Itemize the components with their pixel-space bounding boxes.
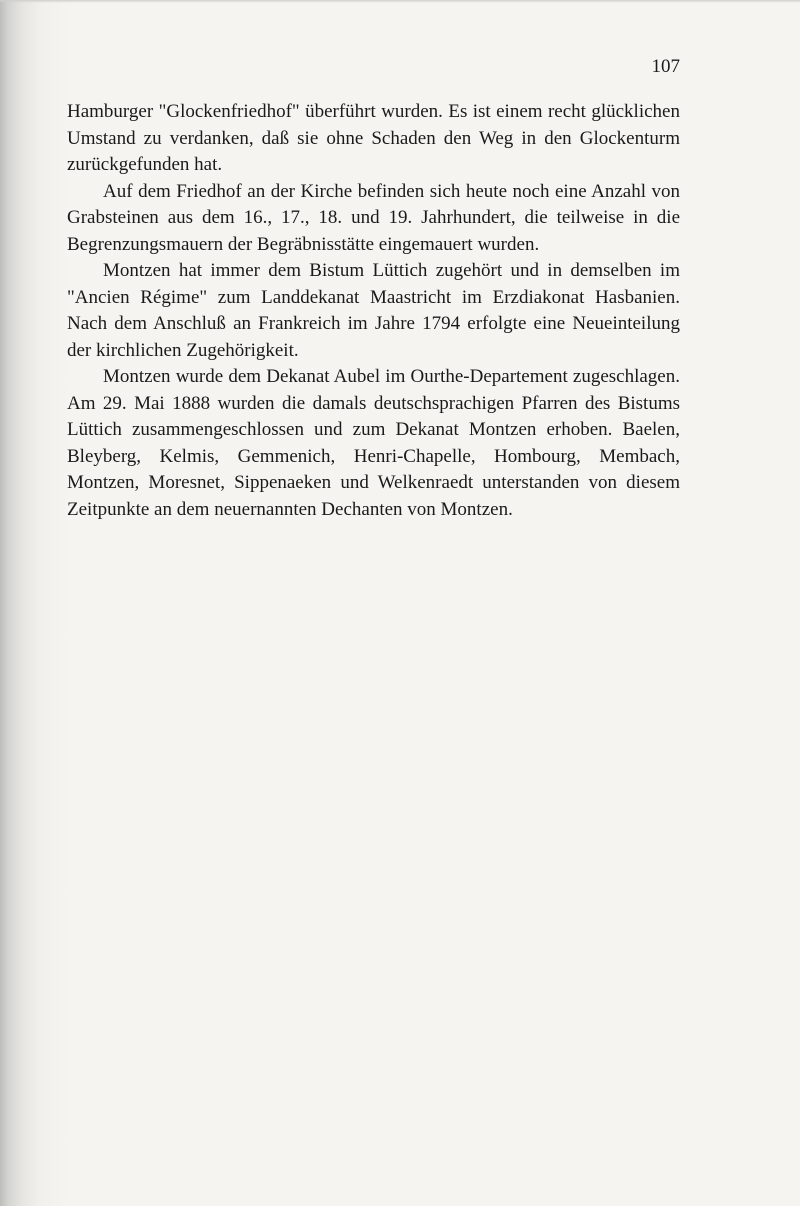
paragraph-1: Hamburger "Glockenfriedhof" überführt wurden. Es ist einem recht glücklichen Umstand zu verdanken, daß sie ohne Schaden den Weg in den Glockenturm zurückgefunden hat. [67,101,680,175]
paragraph-4: Montzen wurde dem Dekanat Aubel im Ourthe-Departement zugeschlagen. Am 29. Mai 1888 wurden die damals deutschsprachigen Pfarren des Bistums Lüttich zusammengeschlossen und zum Dekanat Montzen erhoben. Baelen, Bleyberg, Kelmis, Gemmenich, Henri-Chapelle, Hombourg, Membach, Montzen, Moresnet, Sippenaeken und Welkenraedt unterstanden von diesem Zeitpunkte an dem neuernannten Dechanten von Montzen. [67,366,680,520]
page-top-edge [0,0,800,3]
body-text [67,99,680,523]
page-number: 107 [651,56,680,77]
paragraph-3: Montzen hat immer dem Bistum Lüttich zugehört und in demselben im "Ancien Régime" zum Landdekanat Maastricht im Erzdiakonat Hasbanien. Nach dem Anschluß an Frankreich im Jahre 1794 erfolgte eine Neueinteilung der kirchlichen Zugehörigkeit. [67,260,680,361]
paragraph-2: Auf dem Friedhof an der Kirche befinden sich heute noch eine Anzahl von Grabsteinen aus dem 16., 17., 18. und 19. Jahrhundert, die teilweise in die Begrenzungsmauern der Begräbnisstätte eingemauert wurden. [67,180,680,255]
